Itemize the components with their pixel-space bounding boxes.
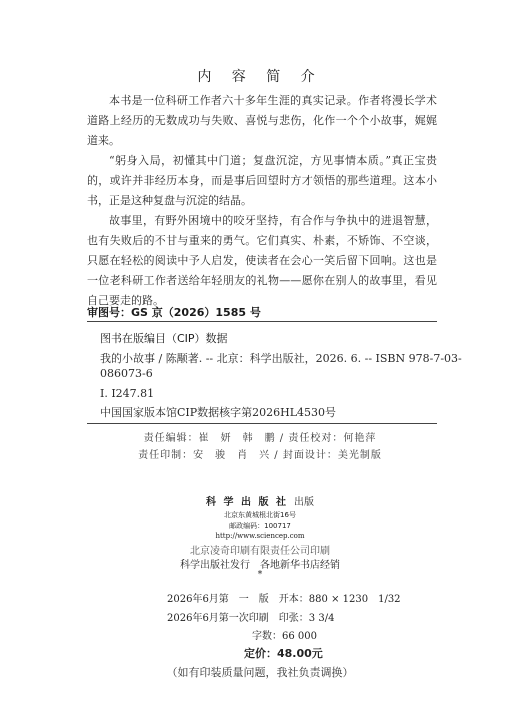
cip-entry-line1: 我的小故事 / 陈颙著. -- 北京：科学出版社，2026. 6. -- ISBN 978-7-03- xyxy=(100,352,462,365)
publisher-name: 科 学 出 版 社 xyxy=(206,497,288,508)
quality-note: （如有印装质量问题，我社负责调换） xyxy=(166,666,354,679)
publisher-website: http://www.sciencep.com xyxy=(215,532,305,540)
word-count: 字数：66 000 xyxy=(252,631,317,642)
publisher-suffix: 出版 xyxy=(293,497,314,508)
cip-library-number: 中国国家版本馆CIP数据核字第2026HL4530号 xyxy=(100,406,337,419)
intro-paragraph-3: 故事里，有野外困境中的咬牙坚持，有合作与争执中的进退智慧，也有失败后的不甘与重来的勇气。它们真实、朴素，不矫饰、不空谈，只愿在轻松的阅读中予人启发，使读者在会心一笑后留下回响。这也是一位老科研工作者送给年轻朋友的礼物——愿你在别人的故事里，看见自己要走的路。 xyxy=(87,214,437,307)
price: 定价：48.00元 xyxy=(244,647,323,660)
publisher-name-line xyxy=(0,493,520,508)
cip-bottom-rule xyxy=(87,423,437,424)
distribution-line: 科学出版社发行 各地新华书店经销 xyxy=(180,560,340,571)
edition-line: 2026年6月第 一 版 开本：880 × 1230 1/32 xyxy=(167,594,401,605)
separator-star: * xyxy=(257,570,263,580)
intro-paragraph-2: “躬身入局，初懂其中门道；复盘沉淀，方见事情本质。”真正宝贵的，或许并非经历本身，而是事后回望时方才领悟的那些道理。这本小书，正是这种复盘与沉淀的结晶。 xyxy=(87,154,437,207)
publisher-address: 北京东黄城根北街16号 xyxy=(224,511,296,519)
cip-entry-line2: 086073-6 xyxy=(100,367,153,380)
cip-classification: Ⅰ. I247.81 xyxy=(100,387,155,400)
production-credits: 责任印制：安 骏 肖 兴 / 封面设计：美光制版 xyxy=(138,450,382,461)
printing-line: 2026年6月第一次印刷 印张：3 3/4 xyxy=(167,613,335,624)
intro-title: 内 容 简 介 xyxy=(197,69,323,85)
intro-paragraph-1: 本书是一位科研工作者六十多年生涯的真实记录。作者将漫长学术道路上经历的无数成功与失败、喜悦与悲伤，化作一个个小故事，娓娓道来。 xyxy=(87,94,437,147)
printer-line: 北京凌奇印刷有限责任公司印刷 xyxy=(190,546,330,557)
cip-top-rule xyxy=(87,321,437,322)
review-number: 审图号：GS 京（2026）1585 号 xyxy=(87,306,261,319)
cip-heading: 图书在版编目（CIP）数据 xyxy=(100,332,228,345)
publisher-postcode: 邮政编码：100717 xyxy=(229,522,291,530)
editor-credits: 责任编辑：崔 妍 韩 鹏 / 责任校对：何艳萍 xyxy=(143,433,377,444)
